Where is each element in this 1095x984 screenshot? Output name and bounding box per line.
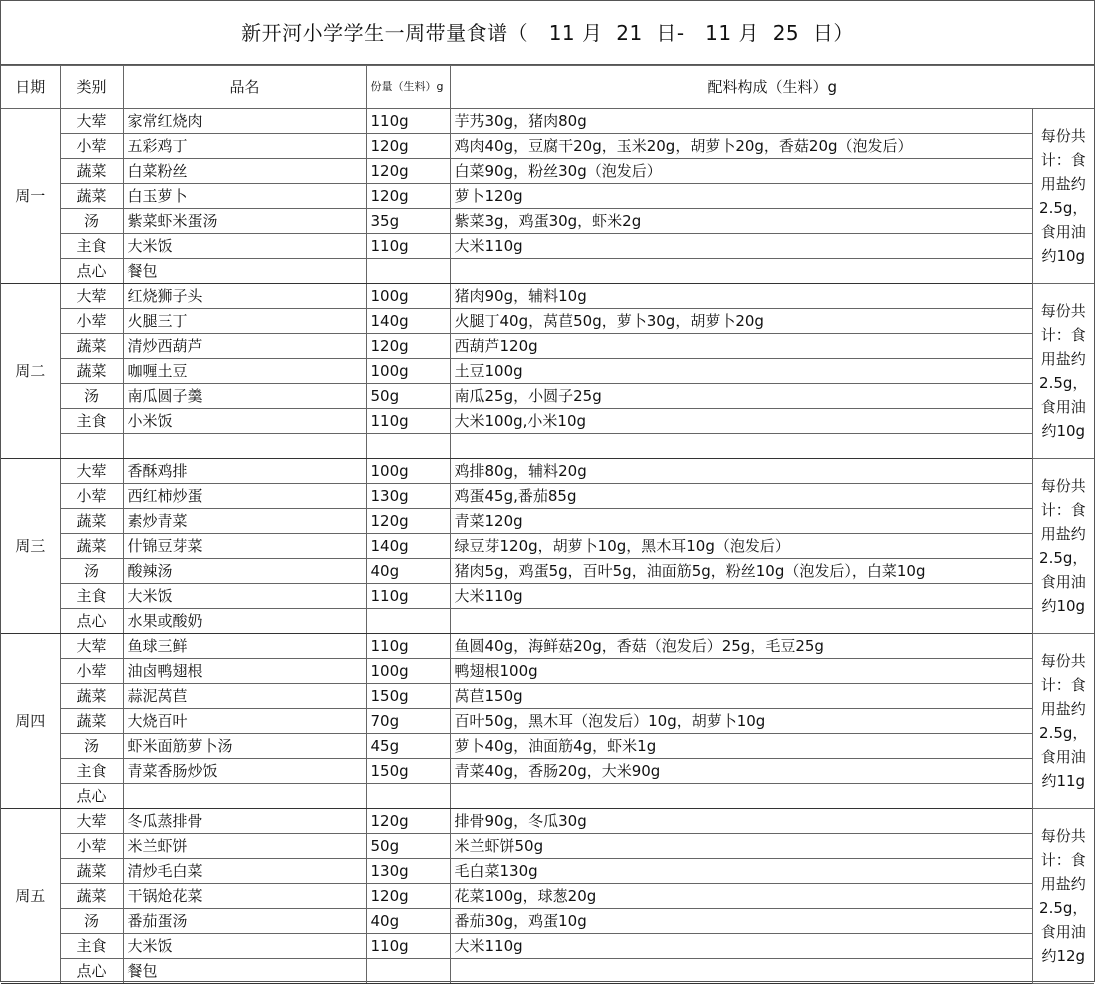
portion-cell: 120g <box>366 184 450 209</box>
table-row <box>1 109 1094 134</box>
dish-cell: 水果或酸奶 <box>123 609 366 634</box>
header-date: 日期 <box>1 66 60 109</box>
table-row <box>1 584 1094 609</box>
ingredients-cell: 土豆100g <box>450 359 1032 384</box>
dish-cell <box>123 434 366 459</box>
ingredients-cell: 猪肉90g，辅料10g <box>450 284 1032 309</box>
portion-cell: 110g <box>366 234 450 259</box>
category-cell: 小荤 <box>60 134 123 159</box>
ingredients-cell <box>450 259 1032 284</box>
table-row <box>1 359 1094 384</box>
category-cell: 主食 <box>60 584 123 609</box>
portion-cell: 150g <box>366 759 450 784</box>
ingredients-cell: 鸭翅根100g <box>450 659 1032 684</box>
table-row <box>1 409 1094 434</box>
category-cell: 大荤 <box>60 284 123 309</box>
day-label: 周四 <box>1 634 60 809</box>
table-row <box>1 434 1094 459</box>
ingredients-cell: 绿豆芽120g，胡萝卜10g，黑木耳10g（泡发后） <box>450 534 1032 559</box>
table-row <box>1 334 1094 359</box>
portion-cell: 100g <box>366 659 450 684</box>
table-row <box>1 959 1094 984</box>
menu-table <box>1 65 1094 984</box>
category-cell: 汤 <box>60 909 123 934</box>
dish-cell: 红烧狮子头 <box>123 284 366 309</box>
category-cell: 蔬菜 <box>60 859 123 884</box>
dish-cell: 干锅炝花菜 <box>123 884 366 909</box>
nutrition-note: 每份共计：食用盐约2.5g，食用油约10g <box>1032 459 1094 634</box>
ingredients-cell: 番茄30g，鸡蛋10g <box>450 909 1032 934</box>
dish-cell: 小米饭 <box>123 409 366 434</box>
table-row <box>1 309 1094 334</box>
dish-cell: 油卤鸭翅根 <box>123 659 366 684</box>
dish-cell: 大烧百叶 <box>123 709 366 734</box>
category-cell: 点心 <box>60 784 123 809</box>
dish-cell: 鱼球三鲜 <box>123 634 366 659</box>
portion-cell: 100g <box>366 359 450 384</box>
portion-cell <box>366 784 450 809</box>
dish-cell: 大米饭 <box>123 584 366 609</box>
portion-cell: 40g <box>366 559 450 584</box>
category-cell: 蔬菜 <box>60 534 123 559</box>
ingredients-cell: 鸡排80g，辅料20g <box>450 459 1032 484</box>
category-cell: 汤 <box>60 209 123 234</box>
category-cell: 汤 <box>60 559 123 584</box>
portion-cell: 120g <box>366 334 450 359</box>
table-row <box>1 284 1094 309</box>
category-cell: 蔬菜 <box>60 684 123 709</box>
ingredients-cell: 白菜90g，粉丝30g（泡发后） <box>450 159 1032 184</box>
category-cell: 主食 <box>60 234 123 259</box>
dish-cell: 番茄蛋汤 <box>123 909 366 934</box>
category-cell: 蔬菜 <box>60 709 123 734</box>
nutrition-note: 每份共计：食用盐约2.5g，食用油约12g <box>1032 809 1094 984</box>
category-cell: 蔬菜 <box>60 359 123 384</box>
category-cell: 小荤 <box>60 309 123 334</box>
category-cell: 蔬菜 <box>60 159 123 184</box>
table-row <box>1 709 1094 734</box>
ingredients-cell: 莴苣150g <box>450 684 1032 709</box>
portion-cell <box>366 959 450 984</box>
category-cell: 汤 <box>60 384 123 409</box>
header-row <box>1 66 1094 109</box>
day-label: 周二 <box>1 284 60 459</box>
category-cell: 小荤 <box>60 659 123 684</box>
category-cell: 蔬菜 <box>60 334 123 359</box>
dish-cell: 虾米面筋萝卜汤 <box>123 734 366 759</box>
ingredients-cell: 大米110g <box>450 584 1032 609</box>
ingredients-cell: 百叶50g，黑木耳（泡发后）10g，胡萝卜10g <box>450 709 1032 734</box>
table-row <box>1 809 1094 834</box>
category-cell: 主食 <box>60 409 123 434</box>
nutrition-note: 每份共计：食用盐约2.5g，食用油约11g <box>1032 634 1094 809</box>
portion-cell: 140g <box>366 309 450 334</box>
table-row <box>1 759 1094 784</box>
ingredients-cell: 猪肉5g，鸡蛋5g，百叶5g，油面筋5g，粉丝10g（泡发后），白菜10g <box>450 559 1032 584</box>
nutrition-note: 每份共计：食用盐约2.5g，食用油约10g <box>1032 284 1094 459</box>
portion-cell: 50g <box>366 384 450 409</box>
category-cell: 蔬菜 <box>60 509 123 534</box>
portion-cell <box>366 609 450 634</box>
ingredients-cell: 大米110g <box>450 234 1032 259</box>
table-row <box>1 659 1094 684</box>
dish-cell: 素炒青菜 <box>123 509 366 534</box>
portion-cell <box>366 259 450 284</box>
dish-cell: 米兰虾饼 <box>123 834 366 859</box>
dish-cell: 西红柿炒蛋 <box>123 484 366 509</box>
table-row <box>1 134 1094 159</box>
ingredients-cell: 青菜40g，香肠20g，大米90g <box>450 759 1032 784</box>
table-row <box>1 234 1094 259</box>
ingredients-cell <box>450 959 1032 984</box>
category-cell: 大荤 <box>60 809 123 834</box>
ingredients-cell: 大米110g <box>450 934 1032 959</box>
dish-cell: 香酥鸡排 <box>123 459 366 484</box>
table-row <box>1 159 1094 184</box>
portion-cell: 140g <box>366 534 450 559</box>
table-row <box>1 559 1094 584</box>
dish-cell: 大米饭 <box>123 234 366 259</box>
ingredients-cell: 青菜120g <box>450 509 1032 534</box>
category-cell: 小荤 <box>60 484 123 509</box>
portion-cell: 150g <box>366 684 450 709</box>
category-cell: 小荤 <box>60 834 123 859</box>
sheet-title: 新开河小学学生一周带量食谱（ 11 月 21 日- 11 月 25 日） <box>1 1 1094 65</box>
dish-cell: 清炒毛白菜 <box>123 859 366 884</box>
ingredients-cell: 萝卜40g，油面筋4g，虾米1g <box>450 734 1032 759</box>
ingredients-cell: 排骨90g，冬瓜30g <box>450 809 1032 834</box>
category-cell: 大荤 <box>60 109 123 134</box>
dish-cell: 餐包 <box>123 259 366 284</box>
header-portion: 份量（生料）g <box>366 66 450 109</box>
dish-cell: 餐包 <box>123 959 366 984</box>
table-row <box>1 734 1094 759</box>
ingredients-cell: 芋艿30g，猪肉80g <box>450 109 1032 134</box>
table-row <box>1 784 1094 809</box>
table-row <box>1 884 1094 909</box>
portion-cell: 40g <box>366 909 450 934</box>
portion-cell: 120g <box>366 809 450 834</box>
ingredients-cell <box>450 434 1032 459</box>
ingredients-cell: 萝卜120g <box>450 184 1032 209</box>
table-row <box>1 209 1094 234</box>
table-row <box>1 509 1094 534</box>
category-cell: 主食 <box>60 759 123 784</box>
table-row <box>1 534 1094 559</box>
ingredients-cell: 西葫芦120g <box>450 334 1032 359</box>
nutrition-note: 每份共计：食用盐约2.5g，食用油约10g <box>1032 109 1094 284</box>
ingredients-cell: 火腿丁40g，莴苣50g，萝卜30g，胡萝卜20g <box>450 309 1032 334</box>
header-ingredients: 配料构成（生料）g <box>450 66 1094 109</box>
category-cell: 点心 <box>60 609 123 634</box>
portion-cell: 110g <box>366 634 450 659</box>
ingredients-cell: 鸡肉40g，豆腐干20g，玉米20g，胡萝卜20g，香菇20g（泡发后） <box>450 134 1032 159</box>
dish-cell <box>123 784 366 809</box>
ingredients-cell: 鸡蛋45g,番茄85g <box>450 484 1032 509</box>
category-cell <box>60 434 123 459</box>
portion-cell: 120g <box>366 884 450 909</box>
portion-cell: 120g <box>366 134 450 159</box>
table-row <box>1 859 1094 884</box>
portion-cell: 45g <box>366 734 450 759</box>
ingredients-cell: 大米100g,小米10g <box>450 409 1032 434</box>
header-dish: 品名 <box>123 66 366 109</box>
dish-cell: 大米饭 <box>123 934 366 959</box>
portion-cell: 120g <box>366 509 450 534</box>
dish-cell: 紫菜虾米蛋汤 <box>123 209 366 234</box>
dish-cell: 青菜香肠炒饭 <box>123 759 366 784</box>
dish-cell: 咖喱土豆 <box>123 359 366 384</box>
dish-cell: 白菜粉丝 <box>123 159 366 184</box>
ingredients-cell: 花菜100g，球葱20g <box>450 884 1032 909</box>
dish-cell: 南瓜圆子羹 <box>123 384 366 409</box>
dish-cell: 酸辣汤 <box>123 559 366 584</box>
category-cell: 大荤 <box>60 459 123 484</box>
ingredients-cell: 米兰虾饼50g <box>450 834 1032 859</box>
ingredients-cell: 紫菜3g，鸡蛋30g，虾米2g <box>450 209 1032 234</box>
dish-cell: 冬瓜蒸排骨 <box>123 809 366 834</box>
ingredients-cell: 南瓜25g，小圆子25g <box>450 384 1032 409</box>
ingredients-cell <box>450 784 1032 809</box>
portion-cell: 50g <box>366 834 450 859</box>
portion-cell: 100g <box>366 284 450 309</box>
dish-cell: 什锦豆芽菜 <box>123 534 366 559</box>
portion-cell: 110g <box>366 934 450 959</box>
portion-cell: 110g <box>366 409 450 434</box>
dish-cell: 清炒西葫芦 <box>123 334 366 359</box>
day-label: 周三 <box>1 459 60 634</box>
ingredients-cell: 鱼圆40g，海鲜菇20g，香菇（泡发后）25g，毛豆25g <box>450 634 1032 659</box>
table-row <box>1 634 1094 659</box>
portion-cell: 100g <box>366 459 450 484</box>
dish-cell: 蒜泥莴苣 <box>123 684 366 709</box>
dish-cell: 家常红烧肉 <box>123 109 366 134</box>
table-row <box>1 484 1094 509</box>
ingredients-cell <box>450 609 1032 634</box>
day-label: 周五 <box>1 809 60 984</box>
portion-cell <box>366 434 450 459</box>
category-cell: 大荤 <box>60 634 123 659</box>
table-row <box>1 934 1094 959</box>
header-category: 类别 <box>60 66 123 109</box>
portion-cell: 35g <box>366 209 450 234</box>
category-cell: 蔬菜 <box>60 184 123 209</box>
category-cell: 蔬菜 <box>60 884 123 909</box>
portion-cell: 70g <box>366 709 450 734</box>
dish-cell: 火腿三丁 <box>123 309 366 334</box>
portion-cell: 110g <box>366 109 450 134</box>
table-row <box>1 384 1094 409</box>
day-label: 周一 <box>1 109 60 284</box>
category-cell: 主食 <box>60 934 123 959</box>
dish-cell: 白玉萝卜 <box>123 184 366 209</box>
category-cell: 点心 <box>60 959 123 984</box>
category-cell: 汤 <box>60 734 123 759</box>
table-row <box>1 609 1094 634</box>
dish-cell: 五彩鸡丁 <box>123 134 366 159</box>
table-row <box>1 259 1094 284</box>
table-row <box>1 684 1094 709</box>
category-cell: 点心 <box>60 259 123 284</box>
portion-cell: 120g <box>366 159 450 184</box>
portion-cell: 110g <box>366 584 450 609</box>
ingredients-cell: 毛白菜130g <box>450 859 1032 884</box>
table-row <box>1 459 1094 484</box>
portion-cell: 130g <box>366 859 450 884</box>
table-row <box>1 834 1094 859</box>
table-row <box>1 184 1094 209</box>
table-row <box>1 909 1094 934</box>
portion-cell: 130g <box>366 484 450 509</box>
